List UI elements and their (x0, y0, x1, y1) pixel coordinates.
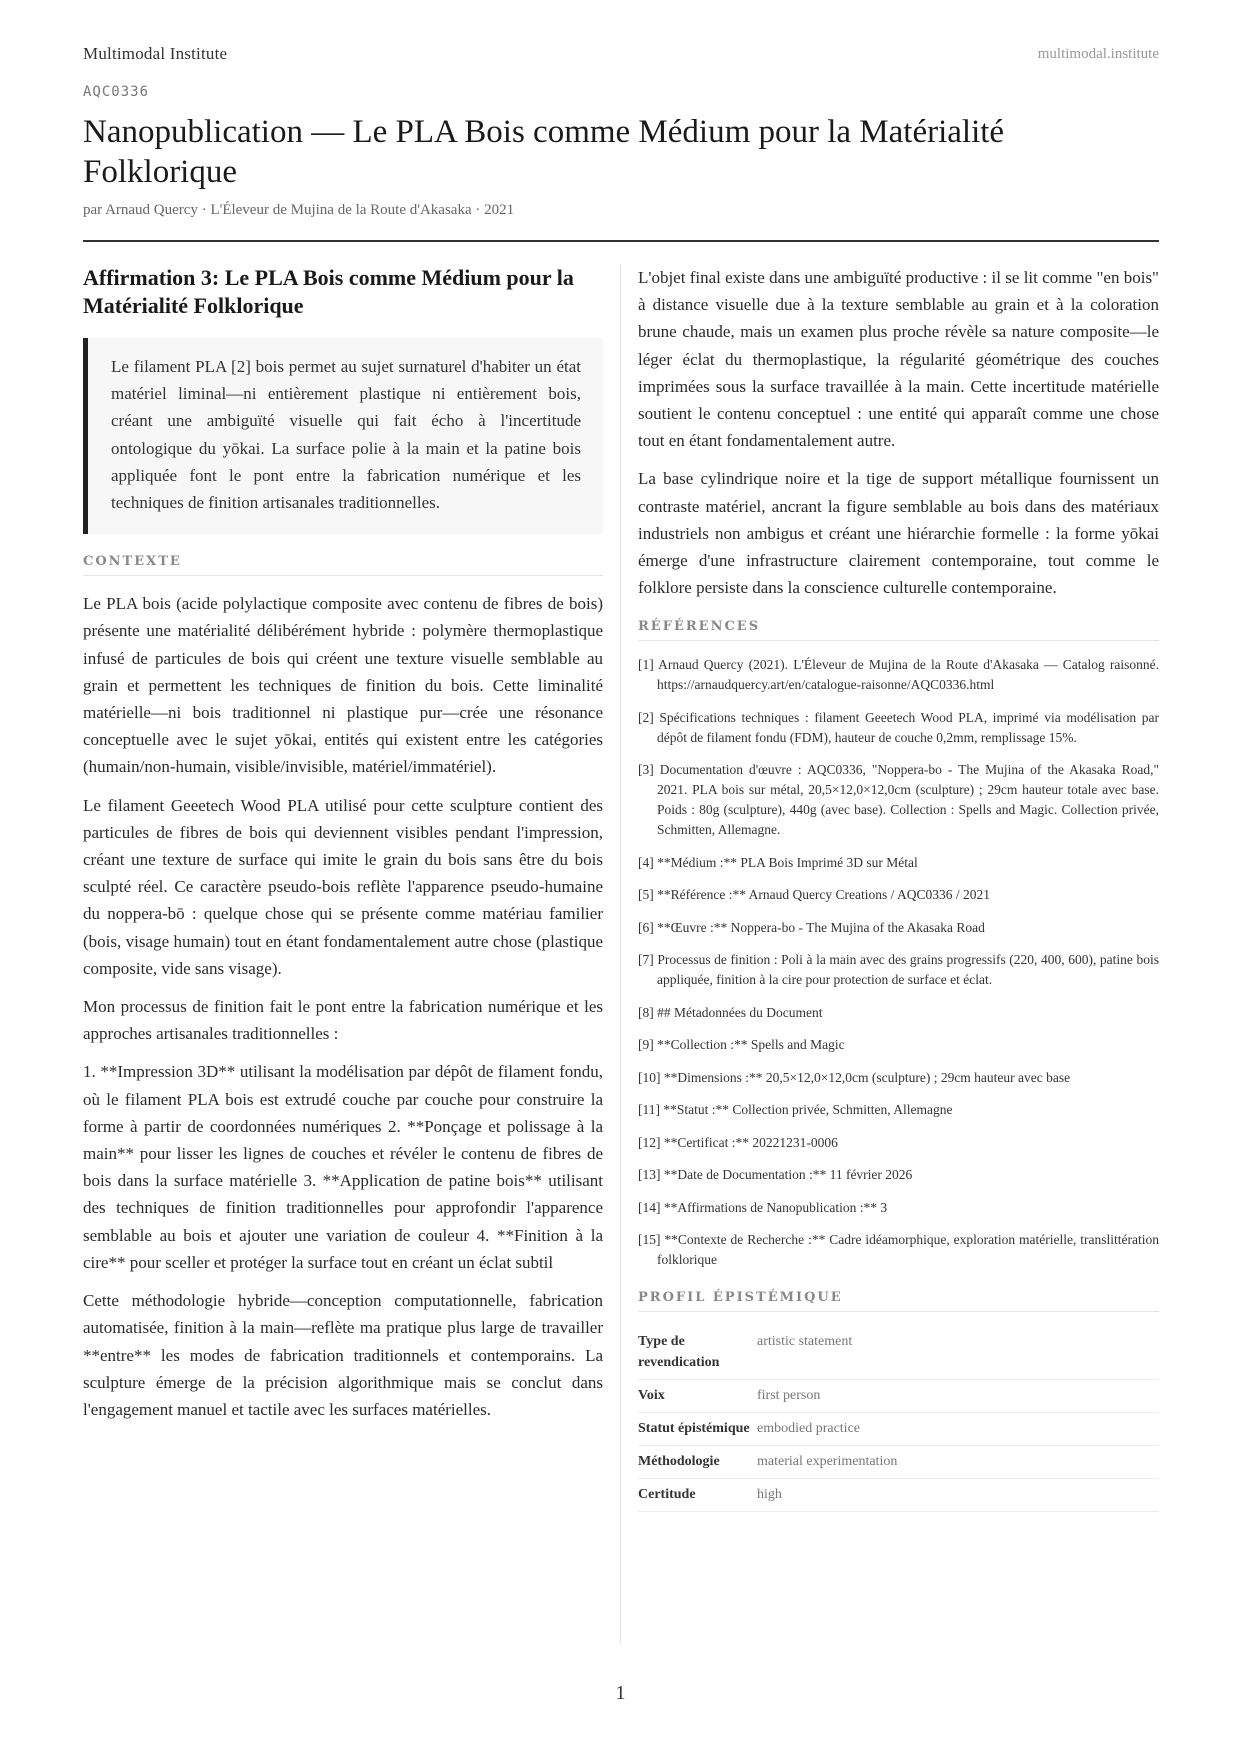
document-code: AQC0336 (83, 84, 150, 100)
reference-item: [13] **Date de Documentation :** 11 février 2026 (638, 1167, 913, 1183)
reference-item: [12] **Certificat :** 20221231-0006 (638, 1134, 838, 1150)
profile-row (638, 1446, 1159, 1479)
references-list (638, 655, 1159, 1270)
profile-value: first person (757, 1380, 1159, 1413)
profile-row (638, 1479, 1159, 1512)
reference-item: [14] **Affirmations de Nanopublication :** 3 (638, 1199, 888, 1215)
reference-item: [2] Spécifications techniques : filament Geeetech Wood PLA, imprimé via modélisation par dépôt de filament fondu (FDM), hauteur de couche 0,2mm, remplissage 15%. (638, 709, 1159, 745)
epistemic-profile-table (638, 1326, 1159, 1512)
continued-body (638, 264, 1159, 601)
page-number: 1 (615, 1682, 626, 1704)
claim-quote-text: Le filament PLA [2] bois permet au sujet surnaturel d'habiter un état matériel liminal—ni entièrement plastique ni entièrement bois, créant une ambiguïté visuelle qui fait écho à l'incertitude ontologique du yōkai. La surface polie à la main et la patine bois appliquée font le pont entre la fabrication numérique et les techniques de finition artisanales traditionnelles. (111, 357, 581, 513)
claim-title: Affirmation 3: Le PLA Bois comme Médium pour la Matérialité Folklorique (83, 265, 574, 318)
context-paragraph: 1. **Impression 3D** utilisant la modélisation par dépôt de filament fondu, où le filament PLA bois est extrudé couche par couche pour construire la forme à partir de coordonnées numériques 2. **Ponçage et polissage à la main** pour lisser les lignes de couches et révéler le contenu de fibres de bois dans la surface matérielle 3. **Application de patine bois** utilisant des techniques de finition traditionnelles pour approfondir l'apparence semblable au bois et ajouter une variation de couleur 4. **Finition à la cire** pour sceller et protéger la surface tout en créant un éclat subtil (83, 1062, 603, 1272)
paper-page (83, 0, 1159, 1754)
profile-value: high (757, 1479, 1159, 1512)
profile-row (638, 1413, 1159, 1446)
context-paragraph: Le filament Geeetech Wood PLA utilisé pour cette sculpture contient des particules de fibres de bois qui deviennent visibles pendant l'impression, créant une texture de surface qui imite le grain du bois sans être du bois sculpté réel. Ce caractère pseudo-bois reflète l'apparence pseudo-humaine du noppera-bō : quelque chose qui se présente comme matériau familier (bois, visage humain) tout en étant fondamentalement autre chose (plastique composite, vide sans visage). (83, 795, 603, 978)
reference-item: [3] Documentation d'œuvre : AQC0336, "Noppera-bo - The Mujina of the Akasaka Road," 2021. PLA bois sur métal, 20,5×12,0×12,0cm (sculpture) ; 29cm hauteur totale avec base. Poids : 80g (sculpture), 440g (avec base). Collection : Spells and Magic. Collection privée, Schmitten, Allemagne. (638, 762, 1159, 838)
body-paragraph: L'objet final existe dans une ambiguïté productive : il se lit comme "en bois" à distance visuelle due à la texture semblable au grain et à la coloration brune chaude, mais un examen plus proche révèle sa nature composite—le léger éclat du thermoplastique, la régularité géométrique des couches imprimées sous la surface travaillée à la main. Cette incertitude matérielle soutient le contenu conceptuel : une entité qui apparaît comme une chose tout en étant fondamentalement autre. (638, 268, 1159, 451)
site-url: multimodal.institute (1037, 46, 1159, 62)
references-heading: RÉFÉRENCES (638, 619, 1159, 641)
profile-row (638, 1326, 1159, 1380)
profile-value: material experimentation (757, 1446, 1159, 1479)
context-paragraph: Mon processus de finition fait le pont entre la fabrication numérique et les approches artisanales traditionnelles : (83, 997, 603, 1044)
column-divider (620, 264, 621, 1644)
reference-item: [7] Processus de finition : Poli à la main avec des grains progressifs (220, 400, 600), patine bois appliquée, finition à la cire pour protection de surface et éclat. (638, 952, 1159, 988)
reference-item: [15] **Contexte de Recherche :** Cadre idéamorphique, exploration matérielle, translittération folklorique (638, 1232, 1159, 1268)
byline: par Arnaud Quercy · L'Éleveur de Mujina de la Route d'Akasaka · 2021 (83, 202, 515, 218)
reference-item: [10] **Dimensions :** 20,5×12,0×12,0cm (sculpture) ; 29cm hauteur avec base (638, 1069, 1071, 1085)
top-bar (83, 44, 1159, 68)
profile-value: embodied practice (757, 1413, 1159, 1446)
context-paragraph: Le PLA bois (acide polylactique composite avec contenu de fibres de bois) présente une matérialité délibérément hybride : polymère thermoplastique infusé de particules de bois qui créent une texture visuelle semblable au grain et permettent les techniques de finition du bois. Cette liminalité matérielle—ni bois traditionnel ni plastique pur—crée une résonance conceptuelle avec le sujet yōkai, entités qui existent entre les catégories (humain/non-humain, visible/invisible, matériel/immatériel). (83, 594, 603, 777)
profile-key: Voix (638, 1380, 757, 1413)
institute-name: Multimodal Institute (83, 44, 228, 63)
profile-key: Type de revendication (638, 1326, 757, 1380)
profile-key: Méthodologie (638, 1446, 757, 1479)
reference-item: [6] **Œuvre :** Noppera-bo - The Mujina of the Akasaka Road (638, 919, 985, 935)
profile-key: Certitude (638, 1479, 757, 1512)
profile-value: artistic statement (757, 1326, 1159, 1380)
context-body (83, 590, 603, 1423)
reference-item: [8] ## Métadonnées du Document (638, 1004, 823, 1020)
body-paragraph: La base cylindrique noire et la tige de support métallique fournissent un contraste matériel, ancrant la figure semblable au bois dans des matériaux industriels non ambigus et créant une hiérarchie formelle : la forme yōkai émerge d'une infrastructure clairement contemporaine, tout comme le folklore persiste dans la conscience culturelle contemporaine. (638, 469, 1159, 598)
reference-item: [5] **Référence :** Arnaud Quercy Creations / AQC0336 / 2021 (638, 887, 991, 903)
profile-heading: PROFIL ÉPISTÉMIQUE (638, 1290, 1159, 1312)
header-divider (83, 240, 1159, 242)
page-title: Nanopublication — Le PLA Bois comme Médium pour la Matérialité Folklorique (83, 114, 1005, 190)
profile-row (638, 1380, 1159, 1413)
context-heading: CONTEXTE (83, 554, 603, 576)
left-column (83, 264, 603, 1434)
claim-quote (83, 338, 603, 534)
reference-item: [9] **Collection :** Spells and Magic (638, 1037, 845, 1053)
reference-item: [11] **Statut :** Collection privée, Schmitten, Allemagne (638, 1102, 953, 1118)
right-column (638, 264, 1159, 1512)
context-paragraph: Cette méthodologie hybride—conception computationnelle, fabrication automatisée, finition à la main—reflète ma pratique plus large de travailler **entre** les modes de fabrication traditionnels et contemporains. La sculpture émerge de la précision algorithmique mais se conclut dans l'engagement manuel et tactile avec les surfaces matérielles. (83, 1291, 603, 1419)
profile-key: Statut épistémique (638, 1413, 757, 1446)
reference-item: [1] Arnaud Quercy (2021). L'Éleveur de Mujina de la Route d'Akasaka — Catalog raisonné. https://arnaudquercy.art/en/catalogue-raisonne/AQC0336.html (638, 657, 1159, 693)
reference-item: [4] **Médium :** PLA Bois Imprimé 3D sur Métal (638, 854, 918, 870)
